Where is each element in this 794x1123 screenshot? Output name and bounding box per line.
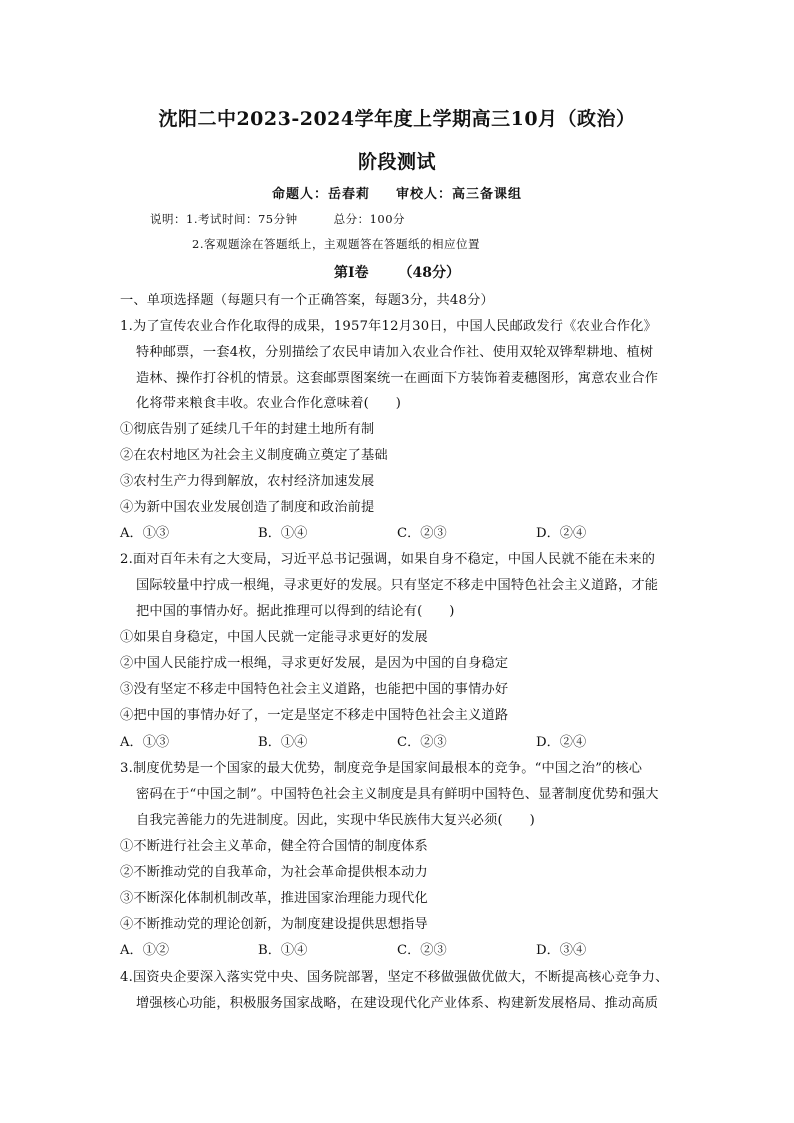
part-score: （48分） bbox=[398, 265, 461, 281]
question-3-option-d: D．③④ bbox=[536, 943, 587, 958]
section-heading: 一、单项选择题（每题只有一个正确答案，每题3分，共48分） bbox=[120, 293, 494, 308]
question-1-text: 特种邮票，一套4枚，分别描绘了农民申请加入农业合作社、使用双轮双铧犁耕地、植树 bbox=[136, 345, 654, 360]
question-1-option-c: C．②③ bbox=[397, 526, 447, 541]
exam-total-score: 总分：100分 bbox=[333, 212, 406, 226]
exam-time: 说明：1.考试时间：75分钟 bbox=[150, 212, 298, 226]
question-1-statement: ③农村生产力得到解放，农村经济加速发展 bbox=[120, 474, 375, 489]
question-3-option-b: B．①④ bbox=[258, 943, 308, 958]
question-4-text: 增强核心功能，积极服务国家战略，在建设现代化产业体系、构建新发展格局、推动高质 bbox=[136, 996, 659, 1011]
question-1-option-d: D．②④ bbox=[536, 526, 587, 541]
question-1-statement: ④为新中国农业发展创造了制度和政治前提 bbox=[120, 500, 375, 515]
question-1-text: 化将带来粮食丰收。农业合作化意味着( ) bbox=[136, 396, 402, 411]
question-1-option-a: A．①③ bbox=[120, 526, 170, 541]
part-title: 第Ⅰ卷 bbox=[333, 265, 369, 281]
question-3-text: 自我完善能力的先进制度。因此，实现中华民族伟大复兴必须( ) bbox=[136, 813, 535, 828]
question-2-option-a: A．①③ bbox=[120, 735, 170, 750]
question-1-statement: ①彻底告别了延续几千年的封建土地所有制 bbox=[120, 422, 375, 437]
question-3-text: 3.制度优势是一个国家的最大优势，制度竞争是国家间最根本的竞争。“中国之治”的核心 bbox=[120, 761, 643, 776]
question-2-text: 2.面对百年未有之大变局，习近平总书记强调，如果自身不稳定，中国人民就不能在未来的 bbox=[120, 552, 656, 567]
exam-note-answer: 2.客观题涂在答题纸上，主观题答在答题纸的相应位置 bbox=[192, 237, 480, 251]
question-2-option-d: D．②④ bbox=[536, 735, 587, 750]
question-1-statement: ②在农村地区为社会主义制度确立奠定了基础 bbox=[120, 448, 388, 463]
question-3-text: 密码在于“中国之制”。中国特色社会主义制度是具有鲜明中国特色、显著制度优势和强大 bbox=[136, 787, 659, 802]
question-2-text: 把中国的事情办好。据此推理可以得到的结论有( ) bbox=[136, 604, 455, 619]
question-3-option-c: C．②③ bbox=[397, 943, 447, 958]
question-3-statement: ②不断推动党的自我革命，为社会革命提供根本动力 bbox=[120, 865, 428, 880]
author-name: 命题人：岳春莉 bbox=[271, 187, 370, 202]
question-2-statement: ③没有坚定不移走中国特色社会主义道路，也能把中国的事情办好 bbox=[120, 682, 509, 697]
question-2-statement: ④把中国的事情办好了，一定是坚定不移走中国特色社会主义道路 bbox=[120, 708, 509, 723]
exam-title: 沈阳二中2023-2024学年度上学期高三10月（政治） bbox=[158, 108, 636, 130]
reviewer-name: 审校人：高三备课组 bbox=[396, 187, 523, 202]
question-2-option-c: C．②③ bbox=[397, 735, 447, 750]
authors-line bbox=[0, 183, 794, 202]
question-1-option-b: B．①④ bbox=[258, 526, 308, 541]
question-2-text: 国际较量中拧成一根绳，寻求更好的发展。只有坚定不移走中国特色社会主义道路，才能 bbox=[136, 578, 659, 593]
question-2-option-b: B．①④ bbox=[258, 735, 308, 750]
question-4-text: 4.国资央企要深入落实党中央、国务院部署，坚定不移做强做优做大，不断提高核心竞争力、 bbox=[120, 970, 669, 985]
question-2-statement: ②中国人民能拧成一根绳，寻求更好发展，是因为中国的自身稳定 bbox=[120, 656, 509, 671]
question-1-text: 1.为了宣传农业合作化取得的成果，1957年12月30日，中国人民邮政发行《农业合作化》 bbox=[120, 319, 657, 334]
part-heading bbox=[0, 262, 794, 282]
question-3-option-a: A．①② bbox=[120, 943, 170, 958]
question-2-statement: ①如果自身稳定，中国人民就一定能寻求更好的发展 bbox=[120, 630, 428, 645]
exam-note-time bbox=[150, 211, 405, 227]
question-1-text: 造林、操作打谷机的情景。这套邮票图案统一在画面下方装饰着麦穗图形，寓意农业合作 bbox=[136, 371, 659, 386]
exam-subtitle: 阶段测试 bbox=[357, 151, 436, 173]
question-3-statement: ③不断深化体制机制改革，推进国家治理能力现代化 bbox=[120, 891, 428, 906]
question-3-statement: ④不断推动党的理论创新，为制度建设提供思想指导 bbox=[120, 917, 428, 932]
question-3-statement: ①不断进行社会主义革命，健全符合国情的制度体系 bbox=[120, 839, 428, 854]
